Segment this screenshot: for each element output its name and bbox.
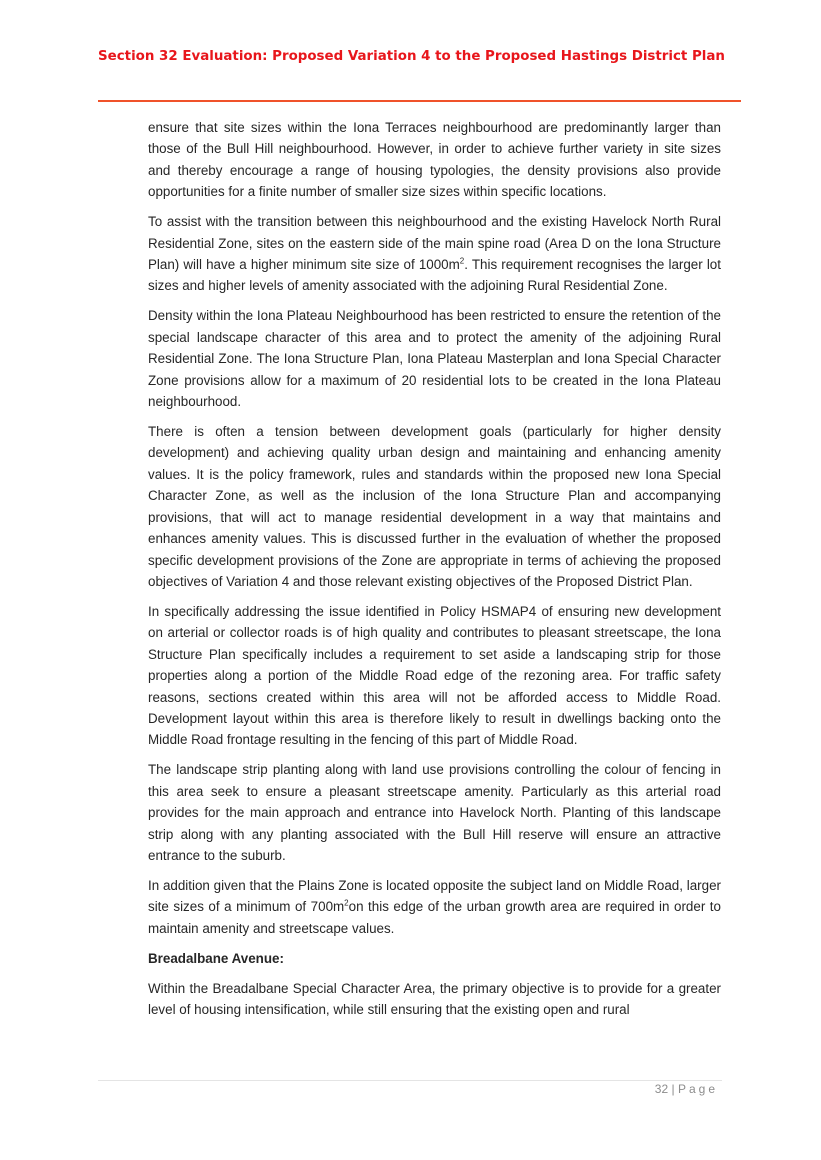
paragraph-text: on this edge of the urban growth area are required in order to maintain amenity and streetscape values. [148, 899, 721, 936]
paragraph-plains-zone [148, 875, 721, 939]
page-footer [655, 1082, 718, 1096]
paragraph-transition [148, 211, 721, 297]
page-label: Page [677, 1082, 718, 1096]
page-header-title: Section 32 Evaluation: Proposed Variation 4 to the Proposed Hastings District Plan [98, 49, 725, 64]
paragraph-text: To assist with the transition between this neighbourhood and the existing Havelock North Rural Residential Zone, sites on the eastern side of the main spine road (Area D on the Iona Structure Plan) will have a higher minimum site size of 1000m [148, 214, 721, 273]
header-divider [98, 100, 741, 102]
paragraph-hsmap4: In specifically addressing the issue identified in Policy HSMAP4 of ensuring new development on arterial or collector roads is of high quality and contributes to pleasant streetscape, the Iona Structure Plan specifically includes a requirement to set aside a landscaping strip for those properties along a portion of the Middle Road edge of the rezoning area. For traffic safety reasons, sections created within this area will not be afforded access to Middle Road. Development layout within this area is therefore likely to result in dwellings backing onto the Middle Road frontage resulting in the fencing of this part of Middle Road. [148, 603, 721, 748]
paragraph-site-sizes: ensure that site sizes within the Iona Terraces neighbourhood are predominantly larger than those of the Bull Hill neighbourhood. However, in order to achieve further variety in site sizes and thereby encourage a range of housing typologies, the density provisions also provide opportunities for a finite number of smaller size sizes within specific locations. [148, 120, 721, 200]
paragraph-text: . This requirement recognises the larger lot sizes and higher levels of amenity associated with the adjoining Rural Residential Zone. [148, 257, 721, 294]
body-text [148, 117, 721, 1029]
paragraph-tension: There is often a tension between development goals (particularly for higher density development) and achieving quality urban design and maintaining and enhancing amenity values. It is the policy framework, rules and standards within the proposed new Iona Special Character Zone, as well as the inclusion of the Iona Structure Plan and accompanying provisions, that will act to manage residential development in a way that maintains and enhances amenity values. This is discussed further in the evaluation of whether the proposed specific development provisions of the Zone are appropriate in terms of achieving the proposed objectives of Variation 4 and those relevant existing objectives of the Proposed District Plan. [148, 424, 721, 589]
paragraph-density: Density within the Iona Plateau Neighbourhood has been restricted to ensure the retention of the special landscape character of this area and to protect the amenity of the adjoining Rural Residential Zone. The Iona Structure Plan, Iona Plateau Masterplan and Iona Special Character Zone provisions allow for a maximum of 20 residential lots to be created in the Iona Plateau neighbourhood. [148, 308, 721, 410]
footer-separator: | [671, 1082, 675, 1096]
paragraph-breadalbane: Within the Breadalbane Special Character Area, the primary objective is to provide for a greater level of housing intensification, while still ensuring that the existing open and rural [148, 980, 721, 1018]
paragraph-text: In addition given that the Plains Zone is located opposite the subject land on Middle Road, larger site sizes of a minimum of 700m [148, 877, 721, 915]
superscript: 2 [344, 898, 349, 908]
section-subheading: Breadalbane Avenue: [148, 950, 284, 966]
page-number: 32 [654, 1082, 669, 1096]
paragraph-landscape-strip: The landscape strip planting along with land use provisions controlling the colour of fencing in this area seek to ensure a pleasant streetscape amenity. Particularly as this arterial road provides for the main approach and entrance into Havelock North. Planting of this landscape strip along with any planting associated with the Bull Hill reserve will ensure an attractive entrance to the suburb. [148, 762, 721, 863]
footer-divider [98, 1080, 722, 1081]
superscript: 2 [459, 256, 465, 266]
